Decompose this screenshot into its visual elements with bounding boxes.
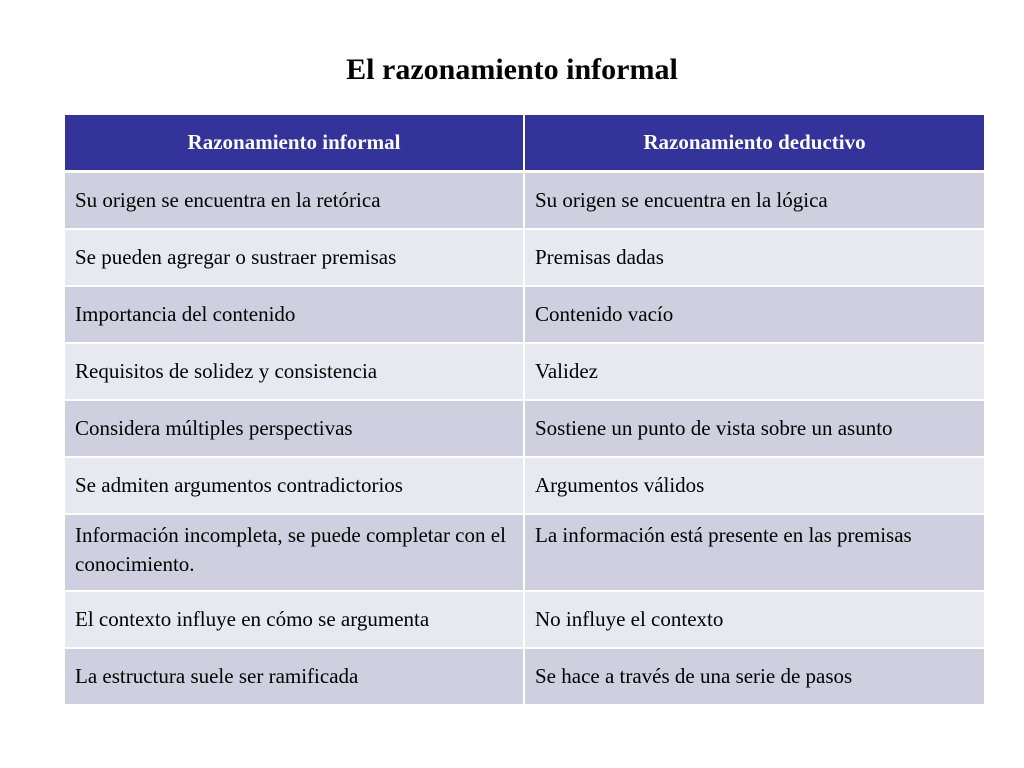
cell-informal: Se pueden agregar o sustraer premisas (64, 229, 524, 286)
table-row (64, 400, 985, 457)
table-row (64, 286, 985, 343)
table-row (64, 343, 985, 400)
table-row (64, 591, 985, 648)
header-deductive: Razonamiento deductivo (524, 114, 985, 172)
cell-informal: Importancia del contenido (64, 286, 524, 343)
cell-deductive: Validez (524, 343, 985, 400)
cell-deductive: Argumentos válidos (524, 457, 985, 514)
cell-deductive: Se hace a través de una serie de pasos (524, 648, 985, 705)
cell-informal: Su origen se encuentra en la retórica (64, 172, 524, 230)
cell-deductive: Sostiene un punto de vista sobre un asunto (524, 400, 985, 457)
cell-informal: El contexto influye en cómo se argumenta (64, 591, 524, 648)
cell-informal: Se admiten argumentos contradictorios (64, 457, 524, 514)
cell-informal: La estructura suele ser ramificada (64, 648, 524, 705)
cell-deductive: La información está presente en las premisas (524, 514, 985, 591)
cell-deductive: No influye el contexto (524, 591, 985, 648)
cell-informal: Información incompleta, se puede completar con el conocimiento. (64, 514, 524, 591)
table-row (64, 172, 985, 230)
table-row (64, 648, 985, 705)
header-informal: Razonamiento informal (64, 114, 524, 172)
cell-deductive: Premisas dadas (524, 229, 985, 286)
table-row (64, 229, 985, 286)
cell-deductive: Contenido vacío (524, 286, 985, 343)
table-row (64, 457, 985, 514)
table-row (64, 514, 985, 591)
slide-title: El razonamiento informal (346, 53, 678, 86)
cell-informal: Requisitos de solidez y consistencia (64, 343, 524, 400)
cell-informal: Considera múltiples perspectivas (64, 400, 524, 457)
table-header-row (64, 114, 985, 172)
cell-deductive: Su origen se encuentra en la lógica (524, 172, 985, 230)
comparison-table (63, 113, 986, 706)
